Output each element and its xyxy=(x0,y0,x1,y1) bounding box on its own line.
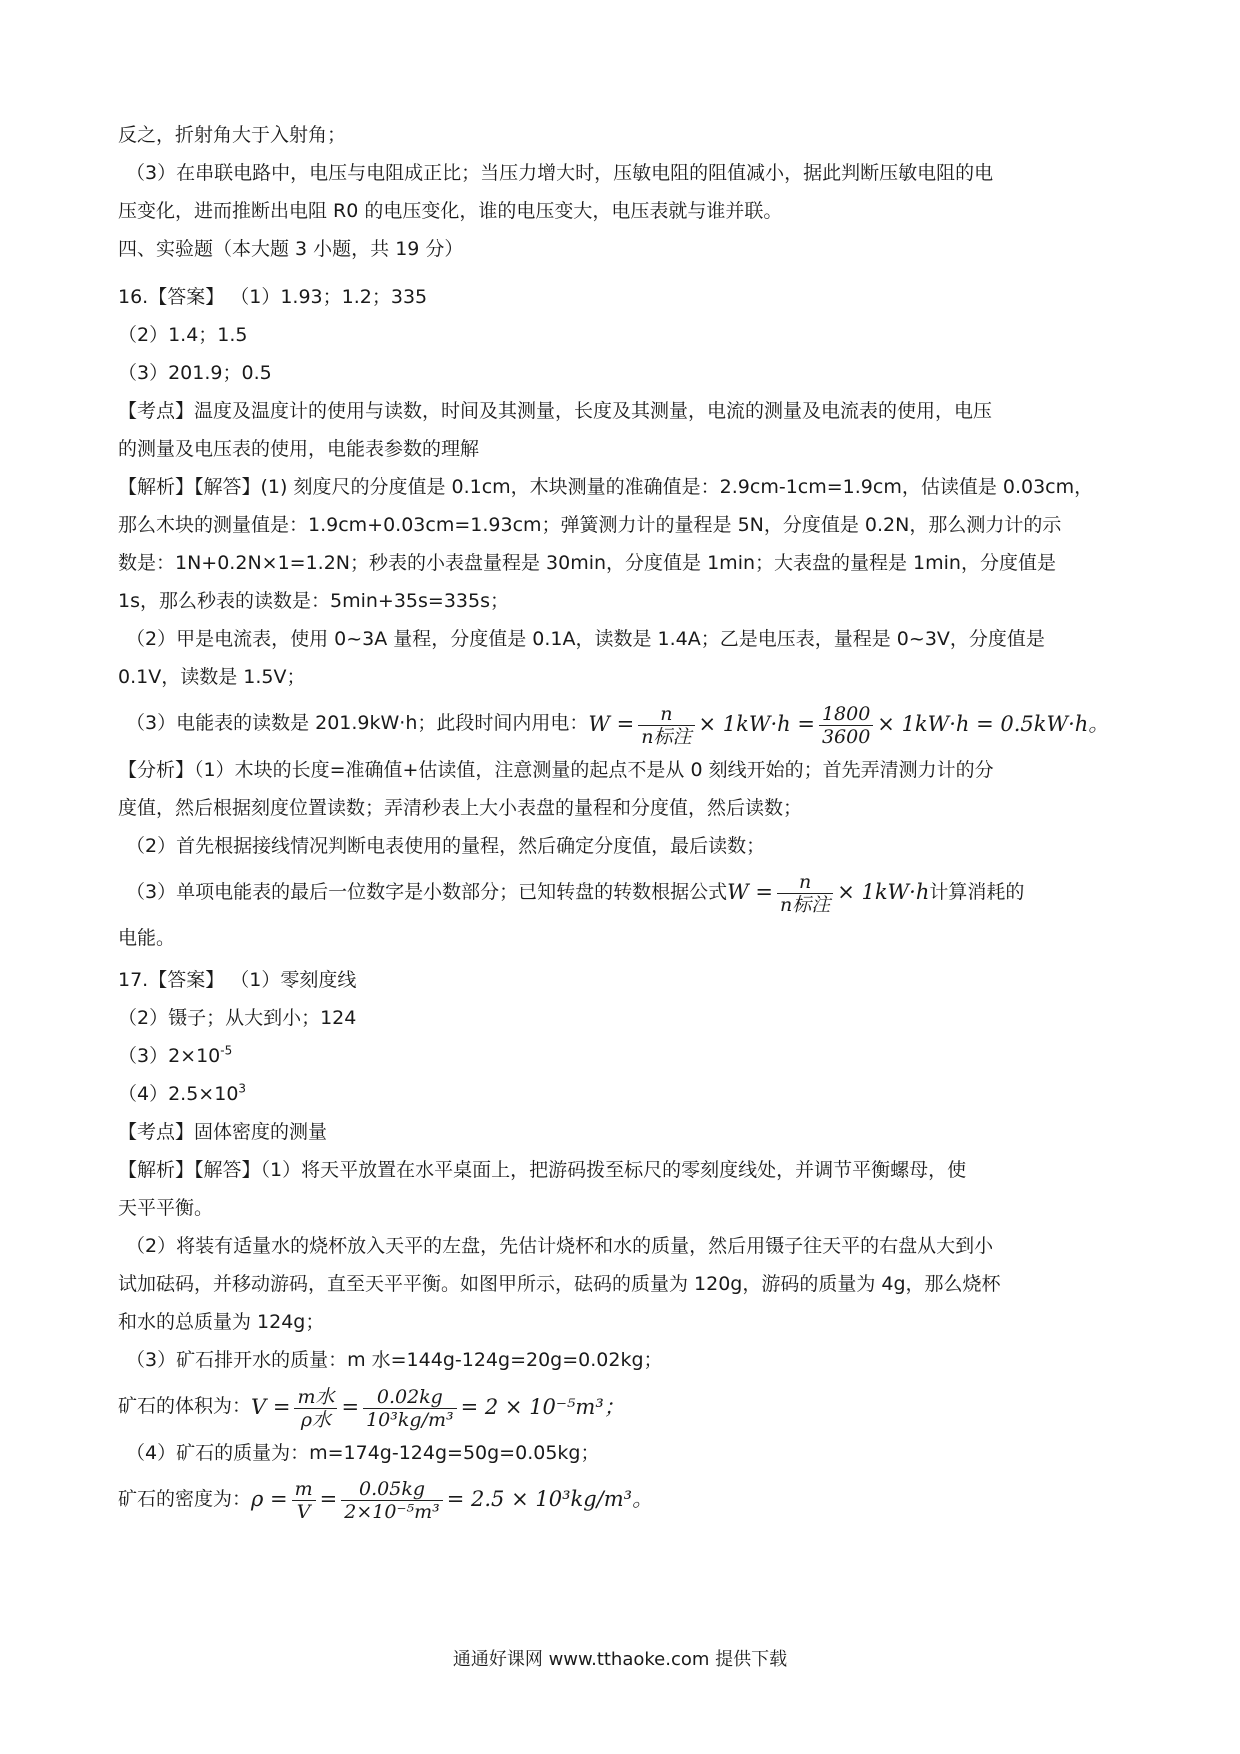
text-line: （3）201.9；0.5 xyxy=(118,362,272,384)
superscript: -5 xyxy=(220,1043,233,1058)
formula-term: V = xyxy=(251,1394,291,1419)
text-span: （3）电能表的读数是 201.9kW·h；此段时间内用电： xyxy=(126,712,589,734)
formula-line-energy xyxy=(118,696,1128,751)
text-line: （4）矿石的质量为：m=174g-124g=50g=0.05kg； xyxy=(126,1441,600,1464)
text-line xyxy=(118,1037,1128,1075)
text-line: 电能。 xyxy=(118,927,176,949)
answer-heading-17: 17.【答案】 （1）零刻度线 xyxy=(118,969,357,991)
fraction-denominator: ρ水 xyxy=(300,1408,332,1431)
fraction xyxy=(363,1386,457,1431)
fraction-numerator: 0.02kg xyxy=(363,1386,457,1409)
fraction-numerator: m xyxy=(292,1478,316,1501)
text-line: （2）首先根据接线情况判断电表使用的量程，然后确定分度值，最后读数； xyxy=(126,834,766,857)
fraction-denominator: V xyxy=(296,1501,311,1523)
superscript: 3 xyxy=(238,1081,247,1096)
text-line: 和水的总质量为 124g； xyxy=(118,1311,325,1333)
text-line: （3）矿石排开水的质量：m 水=144g-124g=20g=0.02kg； xyxy=(126,1349,663,1371)
text-line: 压变化，进而推断出电阻 R0 的电压变化，谁的电压变大，电压表就与谁并联。 xyxy=(118,200,783,222)
formula-term: × 1kW·h xyxy=(837,880,930,904)
formula-line-volume xyxy=(118,1379,1128,1434)
formula-term: ρ = xyxy=(251,1487,288,1511)
fraction-denominator: n标注 xyxy=(641,725,692,748)
fraction-denominator: 3600 xyxy=(821,725,871,748)
text-line: 【考点】温度及温度计的使用与读数，时间及其测量，长度及其测量，电流的测量及电流表的使用，电压 xyxy=(118,400,993,422)
text-line: 【分析】（1）木块的长度=准确值+估读值，注意测量的起点不是从 0 刻线开始的；首先弄清测力计的分 xyxy=(118,758,994,781)
text-span: （3）单项电能表的最后一位数字是小数部分；已知转盘的转数根据公式 xyxy=(126,880,728,903)
text-line: （3）在串联电路中，电压与电阻成正比；当压力增大时，压敏电阻的阻值减小，据此判断压敏电阻的电 xyxy=(126,162,994,184)
text-line: 1s，那么秒表的读数是：5min+35s=335s； xyxy=(118,590,509,612)
formula-term: = 2.5 × 10³kg/m³。 xyxy=(446,1487,654,1511)
text-line: 【解析】【解答】（1）将天平放置在水平桌面上，把游码拨至标尺的零刻度线处，并调节平衡螺母，使 xyxy=(118,1159,967,1181)
formula-term: = xyxy=(319,1487,338,1511)
formula-energy-general xyxy=(727,865,929,919)
text-line: （2）将装有适量水的烧杯放入天平的左盘，先估计烧杯和水的质量，然后用镊子往天平的右盘从大到小 xyxy=(126,1235,994,1257)
fraction xyxy=(294,1386,337,1431)
text-line: （2）1.4；1.5 xyxy=(118,324,248,346)
text-line: 天平平衡。 xyxy=(118,1197,214,1219)
text-line: 【解析】【解答】(1) 刻度尺的分度值是 0.1cm，木块测量的准确值是：2.9cm-1cm=1.9cm，估读值是 0.03cm， xyxy=(118,476,1094,498)
fraction-denominator: 2×10⁻⁵m³ xyxy=(344,1501,440,1523)
fraction xyxy=(819,703,873,748)
formula-term: = xyxy=(341,1394,360,1419)
text-line: 反之，折射角大于入射角； xyxy=(118,124,347,146)
fraction-denominator: 10³kg/m³ xyxy=(366,1408,454,1431)
formula-density xyxy=(251,1472,653,1526)
formula-line-analysis xyxy=(118,865,1128,920)
section-heading: 四、实验题（本大题 3 小题，共 19 分） xyxy=(118,238,464,260)
fraction-numerator: n xyxy=(777,871,833,894)
formula-term: × 1kW·h = 0.5kW·h。 xyxy=(877,711,1110,736)
text-line xyxy=(118,1075,1128,1113)
text-span: 矿石的密度为： xyxy=(118,1487,252,1510)
formula-line-density xyxy=(118,1472,1128,1527)
fraction-numerator: 0.05kg xyxy=(341,1478,442,1501)
fraction xyxy=(638,703,694,748)
formula-term: × 1kW·h = xyxy=(698,711,815,736)
answer-heading-16: 16.【答案】 （1）1.93；1.2；335 xyxy=(118,286,428,308)
text-span: 计算消耗的 xyxy=(929,880,1025,903)
formula-term: W = xyxy=(727,880,773,904)
fraction-numerator: 1800 xyxy=(819,703,873,726)
text-line: （2）镊子；从大到小；124 xyxy=(118,1007,357,1029)
fraction xyxy=(341,1478,442,1523)
text-line: 数是：1N+0.2N×1=1.2N；秒表的小表盘量程是 30min，分度值是 1min；大表盘的量程是 1min，分度值是 xyxy=(118,552,1056,574)
text-line: 那么木块的测量值是：1.9cm+0.03cm=1.93cm；弹簧测力计的量程是 5N，分度值是 0.2N，那么测力计的示 xyxy=(118,514,1062,536)
text-line: （2）甲是电流表，使用 0~3A 量程，分度值是 0.1A，读数是 1.4A；乙是电压表，量程是 0~3V，分度值是 xyxy=(126,628,1045,650)
text-line: 0.1V，读数是 1.5V； xyxy=(118,666,306,688)
text-span: 矿石的体积为： xyxy=(118,1395,252,1417)
formula-energy xyxy=(588,697,1109,751)
formula-volume xyxy=(251,1380,625,1434)
text-line: 的测量及电压表的使用，电能表参数的理解 xyxy=(118,438,480,460)
fraction xyxy=(292,1478,316,1523)
page-footer: 通通好课网 www.tthaoke.com 提供下载 xyxy=(452,1649,788,1670)
text-span: （4）2.5×10 xyxy=(118,1083,239,1105)
document-body xyxy=(118,116,1128,1526)
fraction-numerator: n xyxy=(638,703,694,726)
fraction xyxy=(777,871,833,916)
text-span: （3）2×10 xyxy=(118,1045,221,1067)
formula-term: W = xyxy=(588,711,635,736)
text-line: 度值，然后根据刻度位置读数；弄清秒表上大小表盘的量程和分度值，然后读数； xyxy=(118,796,803,819)
fraction-numerator: m水 xyxy=(294,1386,337,1409)
text-line: 【考点】固体密度的测量 xyxy=(118,1121,328,1143)
formula-term: = 2 × 10⁻⁵m³； xyxy=(460,1394,625,1419)
fraction-denominator: n标注 xyxy=(779,894,831,916)
text-line: 试加砝码，并移动游码，直至天平平衡。如图甲所示，砝码的质量为 120g，游码的质量为 4g，那么烧杯 xyxy=(118,1273,1001,1295)
